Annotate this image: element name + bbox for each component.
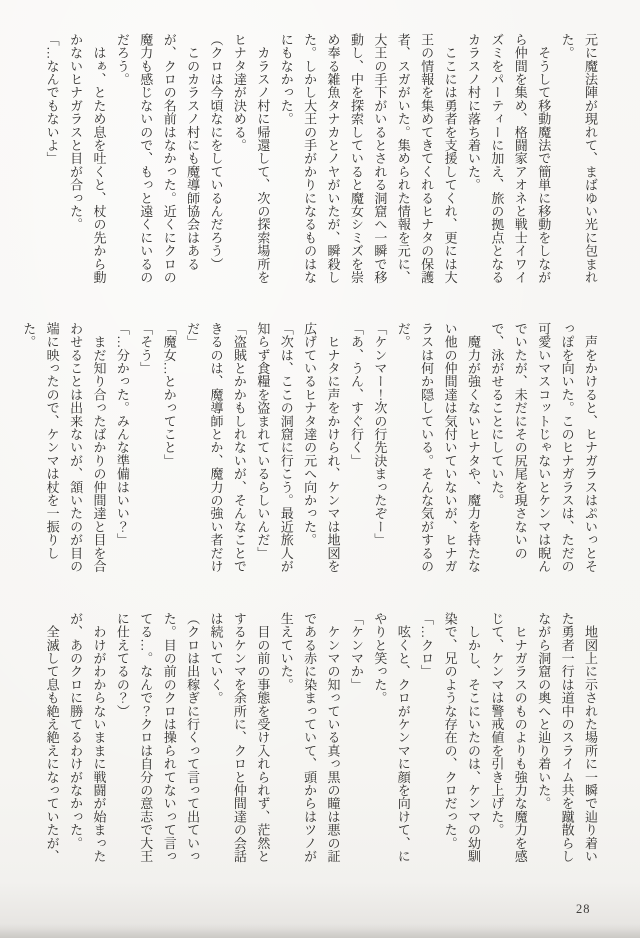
paragraph: そうして移動魔法で簡単に移動をしながら仲間を集め、格闘家アオネと戦士イワイズミをパーティーに加え、旅の拠点となるカラスノ村に落ち着いた。: [465, 33, 552, 284]
paragraph: 「…なんでもないよ」: [44, 33, 60, 165]
paragraph: 呟くと、クロがケンマに顔を向けて、にやりと笑った。: [372, 612, 411, 863]
paragraph: 「ケンマー！次の行先決まったぞー」: [372, 322, 388, 547]
paragraph: 全滅して息も絶え絶えになっていたが、: [44, 612, 60, 863]
paragraph: 「そう」: [138, 322, 154, 375]
paragraph: はぁ、とため息を吐くと、杖の先から動かないヒナガラスと目が合った。: [68, 33, 107, 284]
paragraph: （クロは今頃なにをしているんだろう）: [208, 33, 224, 271]
paragraph: 声をかけると、ヒナガラスはぷいっとそっぽを向いた。このヒナガラスは、ただの可愛いマスコットじゃないとケンマは睨んでいたが、未だにその尻尾を現さないので、泳がせることにしていた。: [489, 322, 598, 573]
paragraph: カラスノ村に帰還して、次の探索場所をヒナタ達が決める。: [231, 33, 271, 284]
paragraph: ケンマの知っている真っ黒の瞳は悪の証である赤に染まっていて、頭からはツノが生えていた。: [278, 612, 341, 863]
paragraph: 「魔女…とかってこと」: [161, 322, 177, 468]
paragraph: 「…クロ」: [419, 612, 435, 678]
page-number: 28: [576, 902, 591, 916]
paragraph: 目の前の事態を受け入れられず、茫然とするケンマを余所に、クロと仲間達の会話は続いていく。: [208, 612, 271, 863]
paragraph: 「あ、うん、すぐ行く」: [348, 322, 364, 468]
paragraph: 「…分かった。みんな準備はいい？」: [114, 322, 130, 547]
paragraph: 「盗賊とかかもしれないが、そんなことできるのは、魔導師とか、魔力の強い者だけだ」: [185, 322, 247, 573]
paragraph: まだ知り合ったばかりの仲間達と目を合わせることは出来ないが、頷いたのが目の端に映ったので、ケンマは杖を一振りした。: [21, 322, 107, 573]
paragraph: 「次は、ここの洞窟に行こう。最近旅人が知らず食糧を盗まれているらしいんだ」: [255, 322, 294, 573]
paragraph: 元に魔法陣が現れて、まばゆい光に包まれた。: [559, 33, 598, 284]
paragraph: 魔力が強くないヒナタや、魔力を持たない他の仲間達は気付いていないが、ヒナガラスは何か隠している。そんな気がするのだ。: [395, 322, 481, 573]
scan-shadow: [0, 924, 640, 938]
text-band-middle: [21, 322, 602, 584]
paragraph: わけがわからないままに戦闘が始まったが、あのクロに勝てるわけがなかった。: [68, 612, 107, 863]
paragraph: 「ケンマか」: [348, 612, 364, 692]
paragraph: しかし、そこにいたのは、ケンマの幼馴染で、兄のような存在の、クロだった。: [442, 612, 481, 863]
paragraph: このカラスノ村にも魔導師協会はあるが、クロの名前はなかった。近くにクロの魔力も感じないので、もっと遠くにいるのだろう。: [114, 33, 201, 284]
paragraph: ヒナガラスのものよりも強力な魔力を感じて、ケンマは警戒値を引き上げた。: [489, 612, 528, 863]
text-band-bottom: [34, 612, 602, 874]
text-band-top: [34, 33, 602, 295]
paragraph: ここには勇者を支援してくれ、更には大王の情報を集めてきてくれるヒナタの保護者、スガがいた。集められた情報を元に、大王の手下がいるとされる洞窟へ一瞬で移動し、中を探索していると魔女シミズを崇め奉る雑魚タナカとノヤがいたが、瞬殺した。しかし大王の手がかりになるものはなにもなかった。: [278, 33, 458, 284]
paragraph: ヒナタに声をかけられ、ケンマは地図を広げているヒナタ達の元へ向かった。: [302, 322, 341, 573]
paragraph: 地図上に示された場所に一瞬で辿り着いた勇者一行は道中のスライム共を蹴散らしながら洞窟の奥へと辿り着いた。: [536, 612, 598, 863]
paragraph: （クロは出稼ぎに行くって言って出ていった。目の前のクロは操られてないって言ってる…。なんで？クロは自分の意志で大王に仕えてるの？）: [114, 612, 201, 863]
